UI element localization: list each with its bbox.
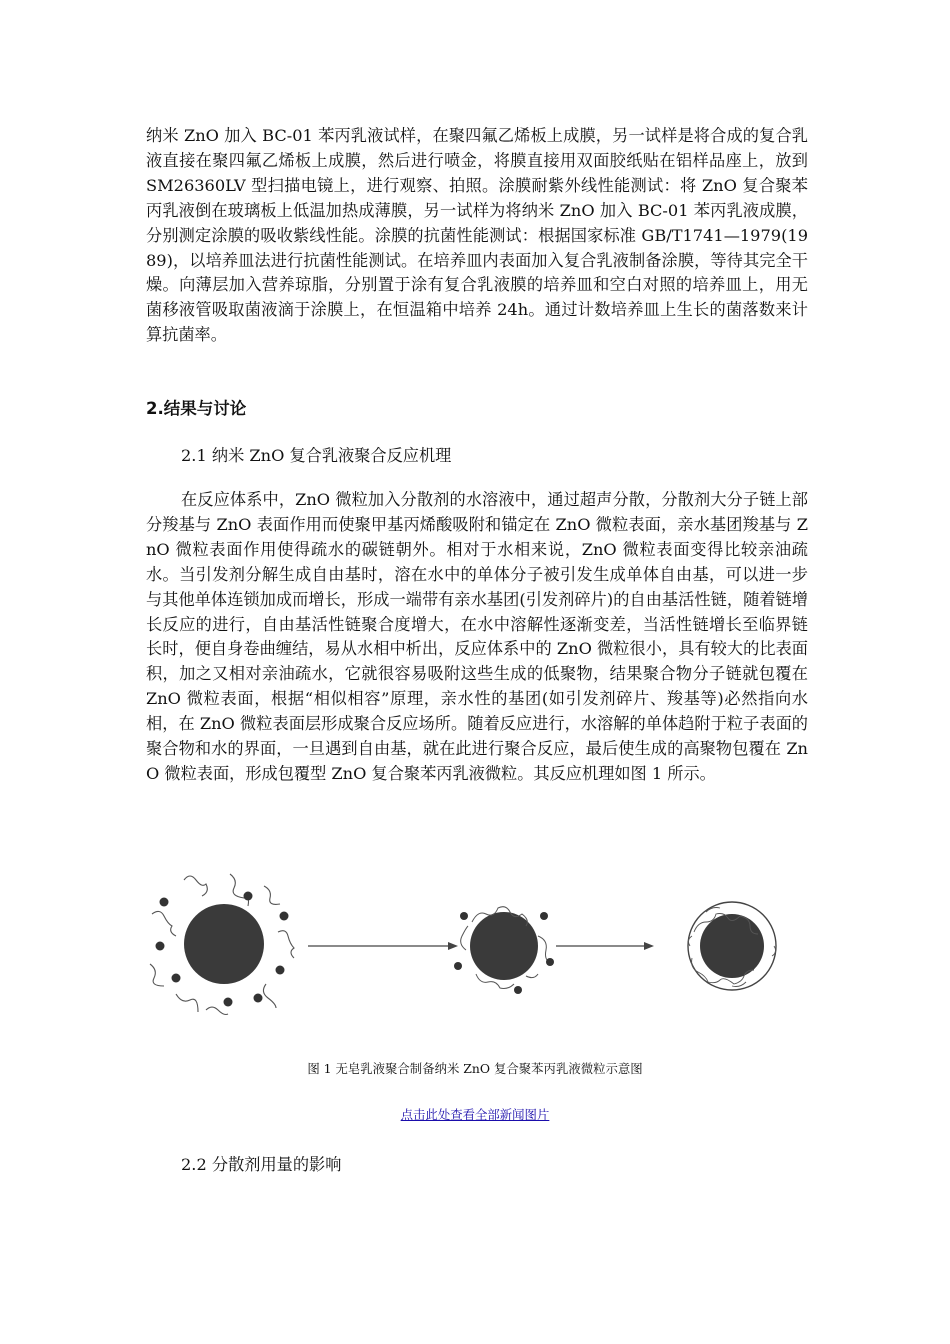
polymer-chain xyxy=(184,876,207,896)
view-all-images-link[interactable]: 点击此处查看全部新闻图片 xyxy=(400,1107,550,1122)
figure-caption: 图 1 无皂乳液聚合制备纳米 ZnO 复合聚苯丙乳液微粒示意图 xyxy=(307,1061,643,1076)
polymer-chain xyxy=(230,874,249,906)
monomer-dot xyxy=(156,942,165,951)
polymer-chain xyxy=(538,936,550,962)
polymer-chain xyxy=(263,984,276,1008)
monomer-dot xyxy=(244,892,253,901)
monomer-dot xyxy=(254,994,263,1003)
monomer-dot xyxy=(514,986,522,994)
stage-2-particle-group xyxy=(454,907,554,994)
polymer-chain xyxy=(176,994,198,1012)
polymer-chain xyxy=(152,911,176,936)
subsection-heading-dispersant: 2.2 分散剂用量的影响 xyxy=(181,1155,342,1174)
mechanism-paragraph-block xyxy=(146,488,808,787)
polymer-chain xyxy=(461,926,468,950)
reaction-mechanism-figure xyxy=(146,866,808,1026)
monomer-dot xyxy=(224,998,233,1007)
monomer-dot xyxy=(540,912,548,920)
monomer-dot xyxy=(454,962,462,970)
methods-paragraph: 纳米 ZnO 加入 BC-01 苯丙乳液试样，在聚四氟乙烯板上成膜，另一试样是将合成的复合乳液直接在聚四氟乙烯板上成膜，然后进行喷金，将膜直接用双面胶纸贴在铝样品座上，放到 SM26360LV 型扫描电镜上，进行观察、拍照。涂膜耐紫外线性能测试：将 ZnO 复合聚苯丙乳液倒在玻璃板上低温加热成薄膜，另一试样为将纳米 ZnO 加入 BC-01 苯丙乳液成膜，分别测定涂膜的吸收紫线性能。涂膜的抗菌性能测试：根据国家标准 GB/T1741—1979(1989)，以培养皿法进行抗菌性能测试。在培养皿内表面加入复合乳液制备涂膜，等待其完全干燥。向薄层加入营养琼脂，分别置于涂有复合乳液膜的培养皿和空白对照的培养皿上，用无菌移液管吸取菌液滴于涂膜上，在恒温箱中培养 24h。通过计数培养皿上生长的菌落数来计算抗菌率。 xyxy=(146,126,808,345)
polymer-chain xyxy=(526,974,538,978)
monomer-dot xyxy=(460,912,468,920)
arrow-right-icon xyxy=(308,942,458,950)
stage-1-particle-group xyxy=(150,874,294,1015)
polymer-chain xyxy=(206,1007,228,1015)
stage-3-coated-particle-group xyxy=(688,902,776,990)
monomer-dot xyxy=(276,966,285,975)
monomer-dot xyxy=(172,974,181,983)
subsection-heading-mechanism: 2.1 纳米 ZnO 复合乳液聚合反应机理 xyxy=(181,446,452,465)
arrow-right-icon xyxy=(556,942,654,950)
polymer-chain xyxy=(278,931,294,958)
mechanism-paragraph: 在反应体系中，ZnO 微粒加入分散剂的水溶液中，通过超声分散，分散剂大分子链上部分羧基与 ZnO 表面作用而使聚甲基丙烯酸吸附和锚定在 ZnO 微粒表面，亲水基团羧基与 ZnO 微粒表面作用使得疏水的碳链朝外。相对于水相来说，ZnO 微粒表面变得比较亲油疏水。当引发剂分解生成自由基时，溶在水中的单体分子被引发生成单体自由基，可以进一步与其他单体连锁加成而增长，形成一端带有亲水基团(引发剂碎片)的自由基活性链，随着链增长反应的进行，自由基活性链聚合度增大，在水中溶解性逐渐变差，当活性链增长至临界链长时，便自身卷曲缠结，易从水相中析出，反应体系中的 ZnO 微粒很小，具有较大的比表面积，加之又相对亲油疏水，它就很容易吸附这些生成的低聚物，结果聚合物分子链就包覆在 ZnO 微粒表面，根据“相似相容”原理，亲水性的基团(如引发剂碎片、羧基等)必然指向水相，在 ZnO 微粒表面层形成聚合反应场所。随着反应进行，水溶解的单体趋附于粒子表面的聚合物和水的界面，一旦遇到自由基，就在此进行聚合反应，最后使生成的高聚物包覆在 ZnO 微粒表面，形成包覆型 ZnO 复合聚苯丙乳液微粒。其反应机理如图 1 所示。 xyxy=(146,490,808,783)
view-all-link-container xyxy=(0,1106,950,1124)
monomer-dot xyxy=(160,898,169,907)
zno-particle xyxy=(700,914,764,978)
polymer-chain xyxy=(150,964,164,986)
monomer-dot xyxy=(280,912,289,921)
polymer-chain xyxy=(264,886,280,904)
methods-paragraph-block xyxy=(146,124,808,348)
monomer-dot xyxy=(546,958,554,966)
mechanism-diagram xyxy=(146,866,808,1026)
section-heading: 2.结果与讨论 xyxy=(146,399,247,418)
zno-particle xyxy=(184,904,264,984)
